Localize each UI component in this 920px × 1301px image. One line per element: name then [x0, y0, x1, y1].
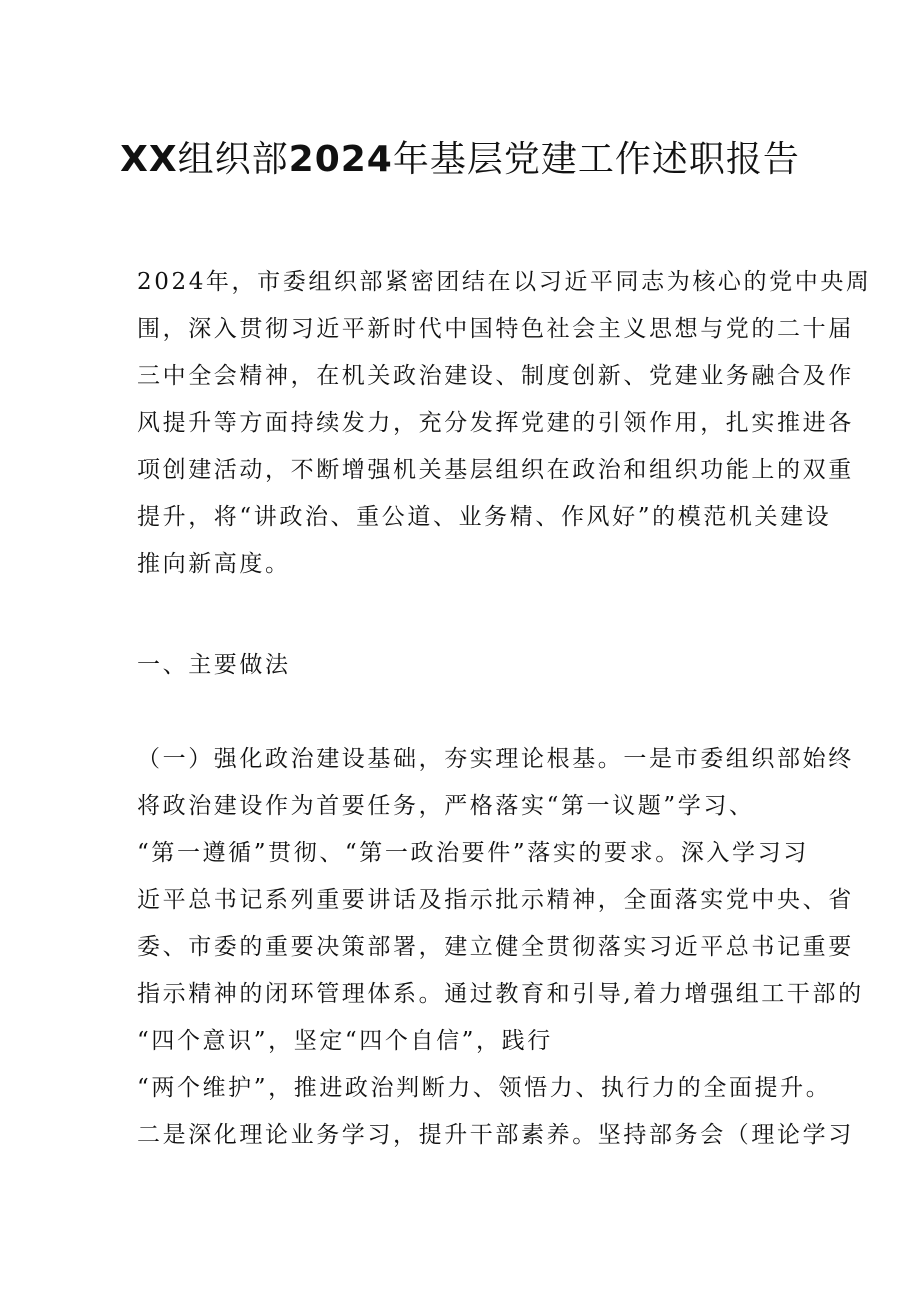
body-line: 二是深化理论业务学习，提升干部素养。坚持部务会（理论学习 — [137, 1122, 854, 1148]
title-part1: 组织部 — [177, 139, 289, 180]
body-line: 将政治建设作为首要任务，严格落实“第一议题”学习、 — [137, 793, 755, 819]
body-line: “四个意识”，坚定“四个自信”，践行 — [137, 1028, 553, 1054]
section-heading: 一、主要做法 — [137, 652, 291, 678]
intro-line: 推向新高度。 — [137, 551, 291, 577]
body-line: 近平总书记系列重要讲话及指示批示精神，全面落实党中央、省 — [137, 887, 854, 913]
intro-line: 提升，将“讲政治、重公道、业务精、作风好”的模范机关建设 — [137, 504, 832, 530]
body-line: 委、市委的重要决策部署，建立健全贯彻落实习近平总书记重要 — [137, 934, 854, 960]
intro-line: 围，深入贯彻习近平新时代中国特色社会主义思想与党的二十届 — [137, 316, 854, 342]
intro-line: 项创建活动，不断增强机关基层组织在政治和组织功能上的双重 — [137, 457, 854, 483]
body-line: 指示精神的闭环管理体系。通过教育和引导,着力增强组工干部的 — [137, 981, 864, 1007]
document-title — [0, 138, 920, 182]
body-line: （一）强化政治建设基础，夯实理论根基。一是市委组织部始终 — [137, 746, 854, 772]
body-line: “第一遵循”贯彻、“第一政治要件”落实的要求。深入学习习 — [137, 840, 809, 866]
body-line: “两个维护”，推进政治判断力、领悟力、执行力的全面提升。 — [137, 1075, 832, 1101]
intro-line: 风提升等方面持续发力，充分发挥党建的引领作用，扎实推进各 — [137, 410, 854, 436]
intro-line: 三中全会精神，在机关政治建设、制度创新、党建业务融合及作 — [137, 363, 854, 389]
title-prefix: XX — [120, 139, 178, 180]
title-part2: 年基层党建工作述职报告 — [392, 139, 800, 180]
title-year: 2024 — [288, 139, 393, 180]
intro-line: 2024年，市委组织部紧密团结在以习近平同志为核心的党中央周 — [137, 269, 872, 295]
